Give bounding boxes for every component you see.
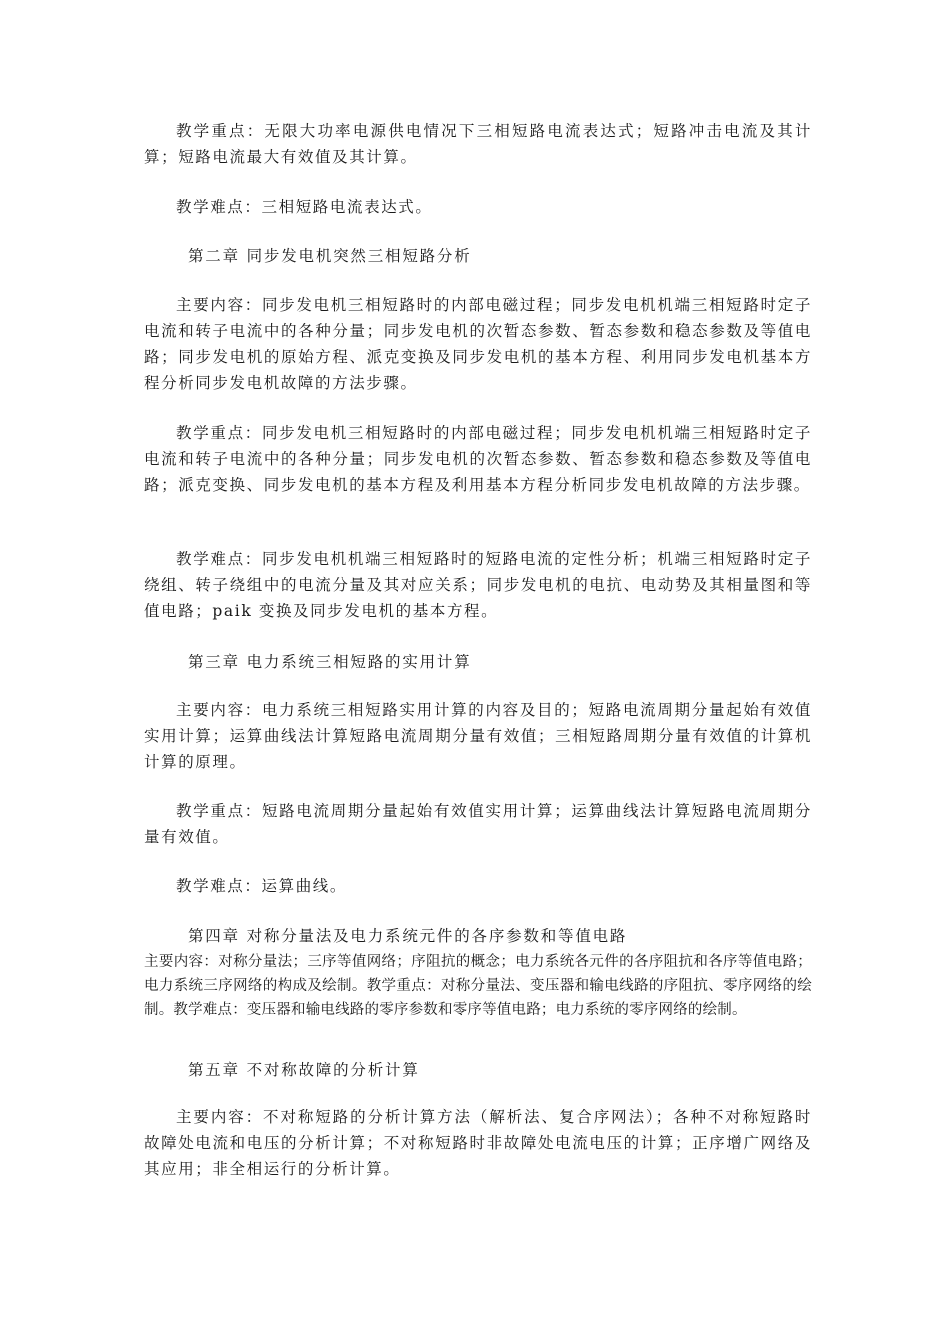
chapter-2-heading: 第二章 同步发电机突然三相短路分析 xyxy=(188,247,472,265)
paragraph-teaching-difficulty-ch2: 教学难点：同步发电机机端三相短路时的短路电流的定性分析；机端三相短路时定子绕组、转子绕组中的电流分量及其对应关系；同步发电机的电抗、电动势及其相量图和等值电路；paik 变换及同步发电机的基本方程。 xyxy=(144,550,812,620)
paragraph-teaching-difficulty-ch1: 教学难点：三相短路电流表达式。 xyxy=(176,198,433,216)
paragraph-main-content-ch3: 主要内容：电力系统三相短路实用计算的内容及目的；短路电流周期分量起始有效值实用计算；运算曲线法计算短路电流周期分量有效值；三相短路周期分量有效值的计算机计算的原理。 xyxy=(144,701,812,771)
chapter-5-heading: 第五章 不对称故障的分析计算 xyxy=(188,1061,420,1079)
chapter-3-heading: 第三章 电力系统三相短路的实用计算 xyxy=(188,653,472,671)
paragraph-main-content-ch5: 主要内容：不对称短路的分析计算方法（解析法、复合序网法）；各种不对称短路时故障处电流和电压的分析计算；不对称短路时非故障处电流电压的计算；正序增广网络及其应用；非全相运行的分析计算。 xyxy=(144,1108,812,1178)
paragraph-main-content-ch2: 主要内容：同步发电机三相短路时的内部电磁过程；同步发电机机端三相短路时定子电流和转子电流中的各种分量；同步发电机的次暂态参数、暂态参数和稳态参数及等值电路；同步发电机的原始方程、派克变换及同步发电机的基本方程、利用同步发电机基本方程分析同步发电机故障的方法步骤。 xyxy=(144,296,812,392)
paragraph-teaching-focus-ch3: 教学重点：短路电流周期分量起始有效值实用计算；运算曲线法计算短路电流周期分量有效值。 xyxy=(144,802,812,846)
paragraph-teaching-difficulty-ch3: 教学难点：运算曲线。 xyxy=(176,877,348,895)
paragraph-main-content-ch4: 主要内容：对称分量法；三序等值网络；序阻抗的概念；电力系统各元件的各序阻抗和各序等值电路；电力系统三序网络的构成及绘制。教学重点：对称分量法、变压器和输电线路的序阻抗、零序网络的绘制。教学难点：变压器和输电线路的零序参数和零序等值电路；电力系统的零序网络的绘制。 xyxy=(144,954,812,1018)
paragraph-teaching-focus-ch1: 教学重点：无限大功率电源供电情况下三相短路电流表达式；短路冲击电流及其计算；短路电流最大有效值及其计算。 xyxy=(144,122,812,166)
paragraph-teaching-focus-ch2: 教学重点：同步发电机三相短路时的内部电磁过程；同步发电机机端三相短路时定子电流和转子电流中的各种分量；同步发电机的次暂态参数、暂态参数和稳态参数及等值电路；派克变换、同步发电机的基本方程及利用基本方程分析同步发电机故障的方法步骤。 xyxy=(144,424,812,494)
chapter-4-heading: 第四章 对称分量法及电力系统元件的各序参数和等值电路 xyxy=(188,927,628,945)
